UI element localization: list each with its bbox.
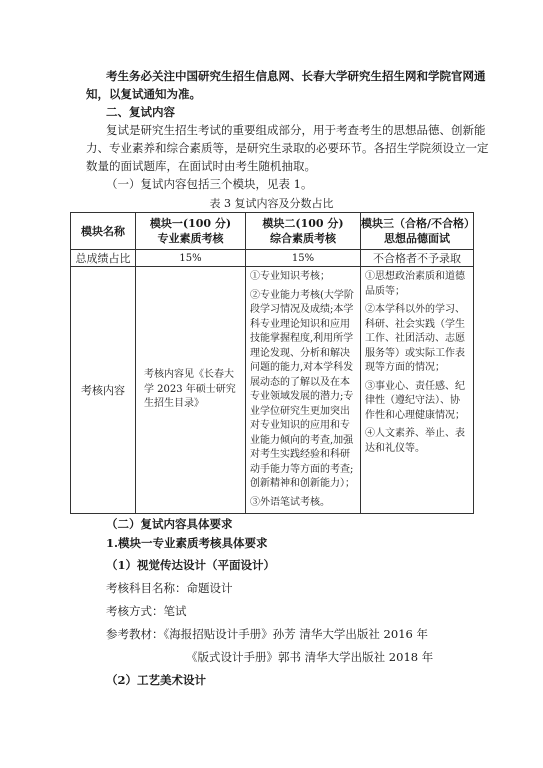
reference-book-2: 《版式设计手册》郭书 清华大学出版社 2018 年 <box>186 650 434 664</box>
exam-method: 考核方式：笔试 <box>106 604 187 618</box>
header-module-3 <box>361 213 474 250</box>
header-module-2 <box>246 213 361 250</box>
score-module-3: 不合格者不予录取 <box>361 250 474 267</box>
reference-book-1: 参考教材：《海报招贴设计手册》孙芳 清华大学出版社 2016 年 <box>106 627 428 641</box>
subsection-1: （一）复试内容包括三个模块，见表 1。 <box>106 177 313 191</box>
content-module-2 <box>246 267 361 514</box>
content-module-3-item: ①思想政治素质和道德品质等； <box>365 271 465 297</box>
table-content-row <box>71 267 474 514</box>
exam-subject: 考核科目名称：命题设计 <box>106 581 233 595</box>
content-module-3-item: ②本学科以外的学习、科研、社会实践（学生工作、社团活动、志愿服务等）或实际工作表现等方面的情况； <box>365 304 465 373</box>
paragraph-line-2: 力、专业素养和综合素质等，是研究生录取的必要环节。各招生学院须设立一定 <box>86 141 489 155</box>
content-module-2-item: ③外语笔试考核。 <box>250 496 330 508</box>
paragraph-line-1: 复试是研究生招生考试的重要组成部分，用于考查考生的思想品德、创新能 <box>106 123 486 137</box>
content-row-label: 考核内容 <box>71 267 136 514</box>
module-1-heading: 1.模块一专业素质考核具体要求 <box>106 536 268 550</box>
paragraph-line-3: 数量的面试题库，在面试时由考生随机抽取。 <box>86 159 316 173</box>
score-module-1: 15% <box>136 250 246 267</box>
content-module-2-item: ②专业能力考核(大学阶段学习情况及成绩;本学科专业理论知识和应用技能掌握程度,利用所学理论发现、分析和解决问题的能力,对本学科发展动态的了解以及在本专业领域发展的潜力;专业学位研究生更加突出对专业知识的应用和专业能力倾向的考查,加强对考生实践经验和科研动手能力等方面的考查;创新精神和创新能力）； <box>250 289 355 489</box>
header-module-name: 模块名称 <box>71 213 136 250</box>
table-caption: 表 3 复试内容及分数占比 <box>209 197 334 210</box>
score-table <box>70 212 474 514</box>
item-craft-art-design: （2）工艺美术设计 <box>106 673 207 687</box>
content-module-2-item: ①专业知识考核； <box>250 271 330 282</box>
header-module-3-title: 模块三（合格/不合格） <box>361 217 476 230</box>
content-module-3-item: ④人文素养、举止、表达和礼仪等。 <box>365 428 465 454</box>
intro-line-1: 考生务必关注中国研究生招生信息网、长春大学研究生招生网和学院官网通 <box>106 69 486 83</box>
header-module-3-subtitle: 思想品德面试 <box>384 232 450 245</box>
intro-line-2: 知，以复试通知为准。 <box>86 87 201 101</box>
section-heading-specific-requirements: （二）复试内容具体要求 <box>106 517 233 531</box>
header-module-1-subtitle: 专业素质考核 <box>157 232 224 245</box>
header-module-1 <box>136 213 246 250</box>
header-module-2-title: 模块二(100 分) <box>262 217 344 230</box>
header-module-2-subtitle: 综合素质考核 <box>270 232 336 245</box>
content-module-1: 考核内容见《长春大学 2023 年硕士研究生招生目录》 <box>136 267 246 514</box>
table-header-row <box>71 213 474 250</box>
content-module-3-item: ③事业心、责任感、纪律性（遵纪守法）、协作性和心理健康情况； <box>365 380 465 421</box>
score-row-label: 总成绩占比 <box>71 250 136 267</box>
score-module-2: 15% <box>246 250 361 267</box>
table-score-row <box>71 250 474 267</box>
header-module-1-title: 模块一(100 分) <box>149 217 232 230</box>
item-visual-communication: （1）视觉传达设计（平面设计） <box>106 558 275 572</box>
section-heading-fushi-neirong: 二、复试内容 <box>106 105 175 119</box>
content-module-3 <box>361 267 474 514</box>
